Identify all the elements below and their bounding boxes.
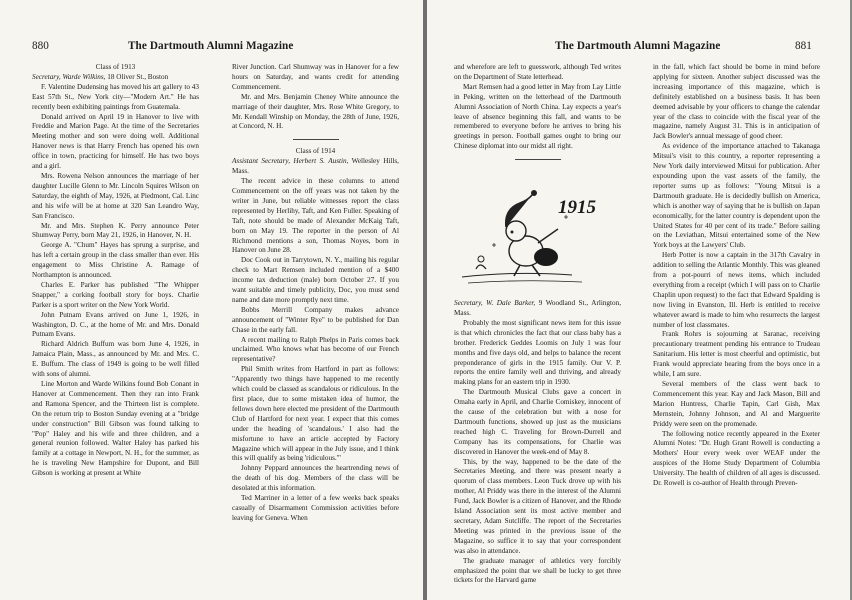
paragraph: John Putnam Evans arrived on June 1, 1926, in Washington, D. C., at the home of Mr. and Mrs. Donald Putnam Evans. — [32, 310, 199, 339]
class-1915-cartoon — [454, 173, 621, 291]
left-page — [0, 0, 423, 600]
paragraph: The following notice recently appeared in the Exeter Alumni Notes: "Dr. Hugh Grant Rowell is conducting a Mothers' Hour every week over WEAF under the auspices of the Home Study Department of Columbia University. The health of children of all ages is discussed. Dr. Rowell is co-author of Health through Preven- — [653, 429, 820, 488]
right-column-1 — [454, 63, 621, 586]
paragraph: The recent advice in these columns to attend Commencement on the off years was not taken by the writer in June, but reliable witnesses report the class represented by Herlihy, Taft, and Ken Fuller. Speaking of Taft, note should be made of Alexander McKaig Taft, born on May 19. The reporter in the person of Al Richmond mentions a son, Thomas Noyes, born in Hanover on June 28. — [232, 177, 399, 255]
paragraph: Bobbs Merrill Company makes advance announcement of "Winter Rye" to be published for Dan Chase in the early fall. — [232, 305, 399, 334]
paragraph: Frank Rohrs is sojourning at Saranac, receiving precautionary treatment pending his entrance to Trudeau Sanitarium. His letter is most cheerful and optimistic, but Frank would appreciate hearing from the boys once in a while, I am sure. — [653, 330, 820, 379]
secretary-line: Secretary, Warde Wilkins, 18 Oliver St., Boston — [32, 72, 169, 81]
section-divider — [515, 159, 561, 160]
left-column-2 — [232, 63, 399, 524]
paragraph: As evidence of the importance attached to Takanaga Mitsui's visit to this country, a reporter representing a New York daily interviewed Mitsui for publication. After expounding upon the vast assets of the family, the reporter sums up as follows: "Young Mitsui is a Dartmouth graduate. He is decidedly bullish on America, which is another way of saying that he is bullish on Japan economically, for the latter country is dependent upon the United States for 40 per cent of its trade." Before sailing on the Leviathan, Mitsui entertained some of the New York boys at the Lawyers' Club. — [653, 142, 820, 250]
paragraph: The graduate manager of athletics very forcibly emphasized the point that we shall be lucky to get three tickets for the Harvard game — [454, 556, 621, 585]
right-page — [427, 0, 850, 600]
running-head: The Dartmouth Alumni Magazine — [128, 40, 294, 52]
right-column-2 — [653, 63, 820, 489]
paragraph: Mrs. Rowena Nelson announces the marriage of her daughter Lucille Glenn to Mr. Lincoln Squires Wilson on Saturday, the eighth of May, 1926, at Piedmont, Cal. Linc and his wife will be at home at 320 San Leandro Way, San Francisco. — [32, 171, 199, 220]
paragraph: Charles E. Parker has published "The Whipper Snapper," a corking football story for boys. Charlie Parker is a sport writer on the New York World. — [32, 280, 199, 309]
paragraph: Johnny Peppard announces the heartrending news of the death of his dog. Members of the class will be desolated at this information. — [232, 464, 399, 493]
secretary-line: Assistant Secretary, Herbert S. Austin, Wellesley Hills, Mass. — [232, 157, 399, 176]
section-heading: Class of 1914 — [295, 147, 336, 156]
paragraph: Several members of the class went back to Commencement this year. Kay and Jack Mason, Bill and Marion Huntress, Charlie Tapin, Carl Gish, Max Mernstein, Johnny Johnson, and Al and Marguerite Priddy were seen on the promenade. — [653, 380, 820, 428]
paragraph: and wherefore are left to guesswork, although Ted writes on the Department of State letterhead. — [454, 63, 621, 81]
paragraph: in the fall, which fact should be borne in mind before applying for sixteen. Another subject discussed was the increasing importance of this magazine, which is definitely established on a business basis. It has been deemed advisable by your officers to change the calendar year of the class to coincide with the fiscal year of the magazine, namely August 31. This is in anticipation of Jack Bowler's annual message of good cheer. — [653, 63, 820, 141]
paragraph: Line Morton and Warde Wilkins found Bob Conant in Hanover at Commencement. Then they ran into Frank and Ramona Spencer, and the Thirteen list is complete. On the return trip to Boston Sunday evening at a "bridge under construction" Bill Gibson was found talking to "Pop" Haley and his wife and three children, and a general reunion followed. Walter Haley has parked his family at a cottage in Newport, N. H., for the summer, as he is traveling New Hampshire for Dupont, and Bill Gibson is working at present at White — [32, 380, 199, 478]
paragraph: A recent mailing to Ralph Phelps in Paris comes back unclaimed. Who knows what has become of our French representative? — [232, 335, 399, 364]
paragraph: Phil Smith writes from Hartford in part as follows: "Apparently two things have happened to me recently which could be classed as scandalous or ridiculous. In the first place, due to some mistaken idea of humor, the fellows down here elected me president of the Dartmouth Club of Hartford for next year. I expect that this comes under the heading of 'scandalous.' I also had the misfortune to have an article accepted by Factory Magazine which will appear in the July issue, and I think this will qualify as being 'ridiculous.'" — [232, 365, 399, 463]
paragraph: Herb Potter is now a captain in the 317th Cavalry in addition to selling the Atlantic Monthly. This was gleaned from a pot-pourri of news items, which included everything from a receipt (which I will pass on to Charlie Chaplin upon request) to the fact that Edward Spalding is now living in Evanston, Ill. Herb is entitled to receive whatever award is made to him who resurrects the largest number of lost classmates. — [653, 251, 820, 329]
page-number: 880 — [32, 40, 49, 52]
running-head: The Dartmouth Alumni Magazine — [555, 40, 721, 52]
left-column-1 — [32, 63, 199, 479]
paragraph: Mart Remsen had a good letter in May from Lay Little in Peking, written on the letterhead of the Dartmouth Alumni Association of North China. Lay expects a year's leave of absence beginning this fall, and wants to be remembered to everyone before he arrives to bring his greetings in person. Football games ought to bring our Chinese diplomat into our midst all right. — [454, 82, 621, 151]
cartoon-year-text: 1915 — [558, 197, 596, 219]
paragraph: This, by the way, happened to be the date of the Secretaries Meeting, and there was present nearly a quorum of class members. Leon Tuck drove up with his mother, Al Priddy was there in the interest of the Alumni Fund, Jack Bowler is a citizen of Hanover, and the Rhode Island Association sent its most active member and secretary, Adam Sutcliffe. The report of the Secretaries Meeting was printed in the previous issue of the Magazine, so suffice it to say that your correspondent was also in attendance. — [454, 457, 621, 555]
paragraph: Doc Cook out in Tarrytown, N. Y., mailing his regular check to Mart Remsen included mention of a $400 income tax deduction (male) born October 27. If you want suitable and timely publicity, Doc, you must send name and date more promptly next time. — [232, 256, 399, 304]
section-heading: Class of 1913 — [95, 63, 136, 71]
page-number: 881 — [795, 40, 812, 52]
paragraph: The Dartmouth Musical Clubs gave a concert in Omaha early in April, and Charlie Comiskey, innocent of the cause of the celebration but with a nose for Dartmouth functions, showed up just as the musicians reached high C. Traveling for Brown-Durrell and Company has its compensations, for Charlie was discovered in Hanover the week-end of May 8. — [454, 388, 621, 456]
paragraph: Richard Aldrich Buffum was born June 4, 1926, in Jamaica Plain, Mass., as announced by Mr. and Mrs. C. E. Buffum. The class of 1949 is going to be well filled with sons of alumni. — [32, 340, 199, 379]
paragraph: Probably the most significant news item for this issue is that which chronicles the fact that our class baby has a brother. Frederick Geddes Loomis on July 1 was four months and five days old, and helps to balance the recent preponderance of girls in the 1915 family. Our V. P. reports the entire family well and thriving, and already making plans for an eastern trip in 1930. — [454, 318, 621, 387]
paragraph: River Junction. Carl Shumway was in Hanover for a few hours on Saturday, and wants credit for attending Commencement. — [232, 63, 399, 91]
paragraph: F. Valentine Dudensing has moved his art gallery to 43 East 57th St., New York city—"Modern Art." He has recently been exhibiting paintings from Guatemala. — [32, 82, 199, 111]
paragraph: Ted Marriner in a letter of a few weeks back speaks casually of Disarmament Commission activities before leaving for Geneva. When — [232, 494, 399, 522]
paragraph: Mr. and Mrs. Stephen K. Perry announce Peter Shumway Perry, born May 21, 1926, in Hanover, N. H. — [32, 221, 199, 240]
secretary-line: Secretary, W. Dale Barker, 9 Woodland St., Arlington, Mass. — [454, 299, 621, 317]
paragraph: George A. "Chum" Hayes has sprung a surprise, and has left a certain group in the class smaller than ever. His engagement to Miss Christine A. Ramage of Northampton is announced. — [32, 241, 199, 280]
section-divider — [293, 139, 339, 140]
paragraph: Mr. and Mrs. Benjamin Cheney White announce the marriage of their daughter, Mrs. Rose White Gregory, to Mr. Kendall Winship on Monday, the 28th of June, 1926, at Concord, N. H. — [232, 92, 399, 131]
paragraph: Donald arrived on April 19 in Hanover to live with Freddie and Marion Page. At the time of the Secretaries Meeting mother and son were doing well. Additional Hanover news is that Harry French has opened his own office in town, practicing for himself. He has two boys and a girl. — [32, 112, 199, 171]
